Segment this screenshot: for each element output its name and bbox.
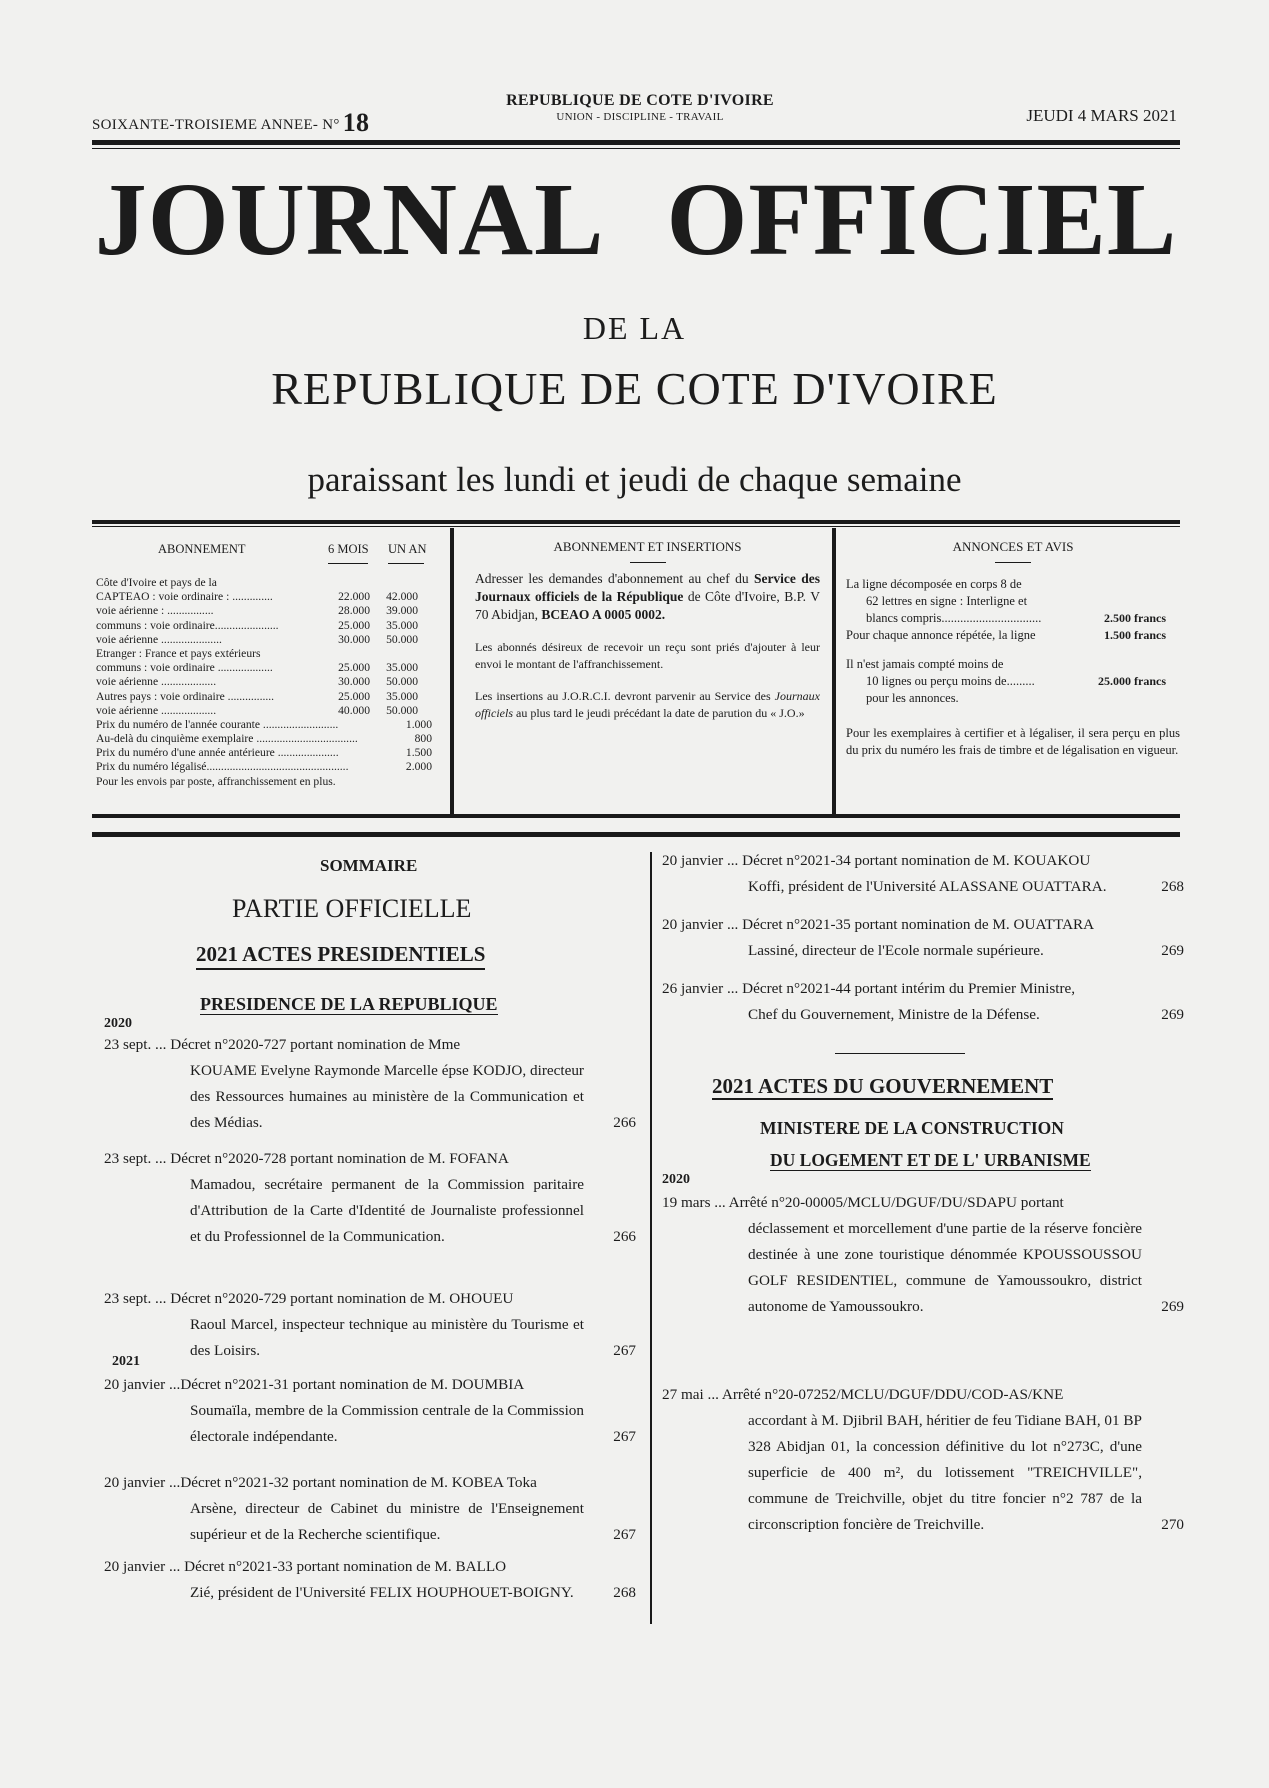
entry-first-line: 23 sept. ... Décret n°2020-728 portant nomination de M. FOFANA (104, 1150, 509, 1167)
presidence-title: PRESIDENCE DE LA REPUBLIQUE (200, 994, 498, 1014)
entry-text: Chef du Gouvernement, Ministre de la Défense. (748, 1006, 1040, 1023)
box-rule-bottom (92, 814, 1180, 818)
price-value: 800 (414, 732, 432, 746)
page-number: 268 (1161, 878, 1184, 895)
abonnement-row (96, 704, 446, 718)
abonnement-rows (96, 576, 446, 718)
annonce-line: La ligne décomposée en corps 8 de (846, 577, 1022, 591)
price-6-mois: 28.000 (338, 604, 370, 618)
underline (630, 562, 666, 563)
annonce-price-line: Pour chaque annonce répétée, la ligne 1.500 francs (846, 628, 1166, 642)
sommaire-entry (104, 1554, 636, 1606)
sommaire-entry (662, 912, 1184, 964)
actes-gouvernement-title: 2021 ACTES DU GOUVERNEMENT (712, 1074, 1054, 1098)
actes-presidentiels-title: 2021 ACTES PRESIDENTIELS (196, 942, 485, 967)
spacer (846, 644, 1180, 656)
year-label: 2020 (104, 1016, 132, 1031)
price-row (96, 732, 446, 746)
insertions-heading: ABONNEMENT ET INSERTIONS (475, 538, 820, 570)
price-label: Prix du numéro légalisé................................................. (96, 760, 349, 774)
subscription-box (92, 520, 1180, 820)
column-divider (650, 852, 652, 1624)
abonnement-prices (96, 718, 446, 775)
annonce-price-line: blancs compris................................ 2.500 francs (866, 611, 1166, 625)
section-separator (835, 1053, 965, 1054)
page-number: 266 (613, 1228, 636, 1245)
sommaire-entry (104, 1470, 636, 1548)
page-number: 269 (1161, 942, 1184, 959)
row-label: CAPTEAO : voie ordinaire : .............. (96, 590, 273, 604)
publication-frequency: paraissant les lundi et jeudi de chaque semaine (307, 460, 962, 499)
page-number: 269 (1161, 1006, 1184, 1023)
sommaire-title: SOMMAIRE (320, 856, 418, 875)
partie-officielle-title: PARTIE OFFICIELLE (232, 894, 472, 923)
price-6-mois: 25.000 (338, 618, 370, 632)
entry-first-line: 27 mai ... Arrêté n°20-07252/MCLU/DGUF/DDU/COD-AS/KNE (662, 1386, 1064, 1403)
entry-text: Mamadou, secrétaire permanent de la Commission paritaire d'Attribution de la Carte d'Identité de Journaliste professionnel et du Professionnel de la Communication. (190, 1176, 584, 1245)
header-rule (92, 140, 1180, 145)
price-un-an: 50.000 (386, 703, 418, 717)
price-value: 2.000 (405, 760, 432, 774)
price-un-an: 50.000 (386, 632, 418, 646)
box-divider-1 (450, 528, 454, 814)
abonnement-column (96, 542, 446, 789)
sommaire-entry (104, 1032, 636, 1136)
row-label: Etranger : France et pays extérieurs (96, 646, 261, 660)
price-value: 1.000 (405, 717, 432, 731)
price-un-an: 35.000 (386, 618, 418, 632)
sommaire-entry (662, 848, 1184, 900)
row-label: Côte d'Ivoire et pays de la (96, 576, 217, 589)
entry-text: déclassement et morcellement d'une partie de la réserve foncière destinée à une zone touristique dénommée KPOUSSOUSSOU GOLF RESIDENTIEL, commune de Yamoussoukro, district autonome de Yamoussoukro. (748, 1220, 1142, 1315)
page-number: 267 (613, 1342, 636, 1359)
price-un-an: 42.000 (386, 590, 418, 604)
annonce-price: 25.000 francs (1098, 674, 1166, 688)
price-6-mois: 22.000 (338, 590, 370, 604)
page-number: 270 (1161, 1516, 1184, 1533)
spacer (846, 707, 1180, 725)
year-label: 2020 (662, 1172, 690, 1187)
annee-label: SOIXANTE-TROISIEME ANNEE- N° (92, 117, 340, 133)
insertions-deadline: Les insertions au J.O.R.C.I. devront parvenir au Service des Journaux officiels au plus tard le jeudi précédant la date de parution du « J.O.» (475, 689, 820, 720)
sommaire-entry (662, 1382, 1184, 1538)
entry-first-line: 23 sept. ... Décret n°2020-727 portant nomination de Mme (104, 1036, 461, 1053)
annonce-price: 1.500 francs (1104, 628, 1166, 642)
price-6-mois: 30.000 (338, 632, 370, 646)
republic-name: REPUBLIQUE DE COTE D'IVOIRE (506, 92, 774, 109)
entry-text: Lassiné, directeur de l'Ecole normale supérieure. (748, 942, 1044, 959)
price-un-an: 35.000 (386, 689, 418, 703)
price-label: Prix du numéro de l'année courante .......................... (96, 717, 339, 731)
page-number: 269 (1161, 1298, 1184, 1315)
year-label: 2021 (112, 1354, 140, 1369)
row-label: voie aérienne : ................ (96, 604, 214, 618)
entry-first-line: 20 janvier ...Décret n°2021-31 portant nomination de M. DOUMBIA (104, 1376, 525, 1393)
row-label: Autres pays : voie ordinaire ................ (96, 689, 275, 703)
abonnement-row (96, 604, 446, 618)
underline (328, 563, 368, 564)
heading-6-mois: 6 MOIS (328, 542, 369, 556)
page-number: 267 (613, 1428, 636, 1445)
price-un-an: 39.000 (386, 604, 418, 618)
price-6-mois: 30.000 (338, 675, 370, 689)
annonce-line: pour les annonces. (866, 691, 959, 705)
abonnement-note: Pour les envois par poste, affranchissement en plus. (96, 774, 336, 788)
entry-text: Koffi, président de l'Université ALASSANE OUATTARA. (748, 878, 1107, 895)
abonnement-row (96, 690, 446, 704)
sommaire-entry (662, 1190, 1184, 1320)
republic-motto: UNION - DISCIPLINE - TRAVAIL (556, 111, 724, 123)
entry-first-line: 26 janvier ... Décret n°2021-44 portant intérim du Premier Ministre, (662, 980, 1076, 997)
annonces-column (846, 538, 1180, 759)
row-label: voie aérienne ..................... (96, 632, 222, 646)
entry-text: Zié, président de l'Université FELIX HOUPHOUET-BOIGNY. (190, 1584, 574, 1601)
abonnement-heading: ABONNEMENT (158, 542, 246, 556)
abonnement-row (96, 619, 446, 633)
abonnement-row (96, 590, 446, 604)
title-word-officiel: OFFICIEL (666, 162, 1178, 277)
page-number: 266 (613, 1114, 636, 1131)
entry-first-line: 19 mars ... Arrêté n°20-00005/MCLU/DGUF/DU/SDAPU portant (662, 1194, 1064, 1211)
row-label: communs : voie ordinaire ................... (96, 661, 273, 675)
abonnement-heads (96, 542, 446, 576)
price-row (96, 746, 446, 760)
abonnement-row (96, 576, 446, 590)
abonnement-row (96, 633, 446, 647)
box-rule-top (92, 520, 1180, 524)
price-un-an: 50.000 (386, 675, 418, 689)
box-divider-2 (832, 528, 836, 814)
heading-un-an: UN AN (388, 542, 427, 556)
entry-text: Raoul Marcel, inspecteur technique au ministère du Tourisme et des Loisirs. (190, 1316, 584, 1359)
price-label: Prix du numéro d'une année antérieure ..................... (96, 746, 339, 760)
entry-first-line: 20 janvier ... Décret n°2021-35 portant nomination de M. OUATTARA (662, 916, 1095, 933)
sommaire-entry (662, 976, 1184, 1028)
title-de-la: DE LA (582, 310, 687, 346)
box-rule-top-thin (92, 526, 1180, 527)
entry-first-line: 20 janvier ...Décret n°2021-32 portant nomination de M. KOBEA Toka (104, 1474, 537, 1491)
sommaire-entry (104, 1372, 636, 1450)
price-value: 1.500 (405, 746, 432, 760)
abonnement-row (96, 647, 446, 661)
entry-first-line: 20 janvier ... Décret n°2021-33 portant nomination de M. BALLO (104, 1558, 507, 1575)
edition-number (92, 108, 369, 138)
entry-first-line: 20 janvier ... Décret n°2021-34 portant nomination de M. KOUAKOU (662, 852, 1091, 869)
sommaire-entry (104, 1146, 636, 1250)
ministere-title-line2: DU LOGEMENT ET DE L' URBANISME (770, 1150, 1091, 1170)
issue-date: JEUDI 4 MARS 2021 (1026, 106, 1177, 125)
entry-text: accordant à M. Djibril BAH, héritier de feu Tidiane BAH, 01 BP 328 Abidjan 01, la concession définitive du lot n°273C, d'une superficie de 400 m², du lotissement "TREICHVILLE", commune de Treichville, objet du titre foncier n°2 787 de la circonscription foncière de Treichville. (748, 1412, 1142, 1533)
row-label: voie aérienne ................... (96, 675, 217, 689)
annonce-line: Il n'est jamais compté moins de (846, 657, 1004, 671)
annonces-heading: ANNONCES ET AVIS (846, 538, 1180, 570)
price-label: Au-delà du cinquième exemplaire ................................... (96, 732, 358, 746)
issue-number: 18 (342, 108, 370, 137)
annonce-note: Pour les exemplaires à certifier et à légaliser, il sera perçu en plus du prix du numéro les frais de timbre et de légalisation en vigueur. (846, 726, 1180, 757)
row-label: communs : voie ordinaire...................... (96, 618, 279, 632)
title-word-journal: JOURNAL (94, 162, 605, 277)
page-number: 268 (613, 1584, 636, 1601)
entry-text: KOUAME Evelyne Raymonde Marcelle épse KODJO, directeur des Ressources humaines au ministère de la Communication et des Médias. (190, 1062, 584, 1131)
price-row (96, 760, 446, 774)
header-rule-thin (92, 148, 1180, 149)
price-6-mois: 25.000 (338, 661, 370, 675)
annonce-price: 2.500 francs (1104, 611, 1166, 625)
page-number: 267 (613, 1526, 636, 1543)
abonnement-row (96, 675, 446, 689)
entry-first-line: 23 sept. ... Décret n°2020-729 portant nomination de M. OHOUEU (104, 1290, 514, 1307)
insertions-column (475, 538, 820, 737)
sommaire-rule (92, 832, 1180, 837)
sommaire-entry (104, 1286, 636, 1364)
entry-text: Arsène, directeur de Cabinet du ministre de l'Enseignement supérieur et de la Recherche scientifique. (190, 1500, 584, 1543)
title-republique: REPUBLIQUE DE COTE D'IVOIRE (271, 363, 998, 414)
price-6-mois: 40.000 (338, 703, 370, 717)
price-row (96, 718, 446, 732)
price-un-an: 35.000 (386, 661, 418, 675)
entry-text: Soumaïla, membre de la Commission centrale de la Commission électorale indépendante. (190, 1402, 584, 1445)
underline (388, 563, 424, 564)
republic-header (420, 92, 860, 123)
row-label: voie aérienne ................... (96, 703, 217, 717)
journal-title (92, 162, 1180, 277)
underline (995, 562, 1031, 563)
annonce-line: 62 lettres en signe : Interligne et (866, 594, 1028, 608)
insertions-address: Adresser les demandes d'abonnement au chef du Service des Journaux officiels de la République de Côte d'Ivoire, B.P. V 70 Abidjan, BCEAO A 0005 0002. (475, 571, 821, 622)
price-6-mois: 25.000 (338, 689, 370, 703)
ministere-title-line1: MINISTERE DE LA CONSTRUCTION (760, 1118, 1064, 1138)
annonce-price-line: 10 lignes ou perçu moins de......... 25.000 francs (866, 674, 1166, 688)
insertions-receipt: Les abonnés désireux de recevoir un reçu sont priés d'ajouter à leur envoi le montant de l'affranchissement. (475, 640, 820, 671)
abonnement-row (96, 661, 446, 675)
